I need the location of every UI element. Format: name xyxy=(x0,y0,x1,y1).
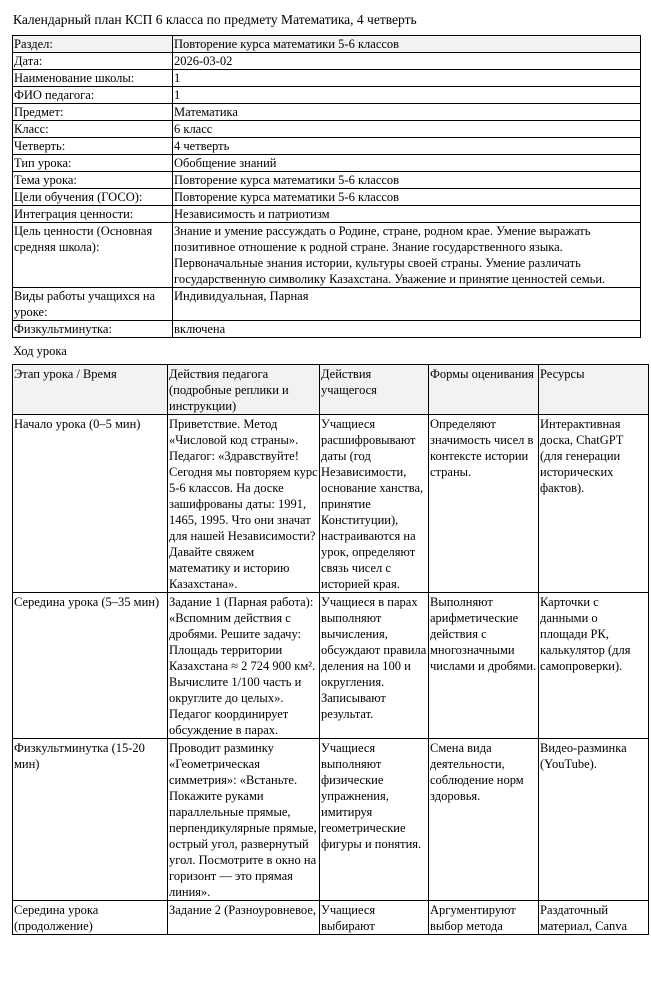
info-key: Цель ценности (Основная средняя школа): xyxy=(13,223,173,288)
info-row xyxy=(13,104,641,121)
info-row xyxy=(13,70,641,87)
lesson-flow-table xyxy=(12,364,649,935)
stage-cell: Середина урока (5–35 мин) xyxy=(13,593,168,739)
info-row xyxy=(13,53,641,70)
info-key: Тип урока: xyxy=(13,155,173,172)
info-value: Независимость и патриотизм xyxy=(173,206,641,223)
header-student-actions: Действия учащегося xyxy=(320,365,429,415)
lesson-row xyxy=(13,901,649,935)
info-row xyxy=(13,138,641,155)
stage-cell: Начало урока (0–5 мин) xyxy=(13,415,168,593)
info-value: Повторение курса математики 5-6 классов xyxy=(173,189,641,206)
info-key: Тема урока: xyxy=(13,172,173,189)
assessment-cell: Смена вида деятельности, соблюдение норм здоровья. xyxy=(429,739,539,901)
resources-cell: Раздаточный материал, Canva xyxy=(539,901,649,935)
student-actions-cell: Учащиеся выбирают xyxy=(320,901,429,935)
student-actions-cell: Учащиеся расшифровывают даты (год Независимости, основание ханства, принятие Конституции), настраиваются на урок, определяют связь чисел с историей края. xyxy=(320,415,429,593)
info-key: Раздел: xyxy=(13,36,173,53)
student-actions-cell: Учащиеся выполняют физические упражнения, имитируя геометрические фигуры и понятия. xyxy=(320,739,429,901)
info-value: включена xyxy=(173,321,641,338)
info-row xyxy=(13,172,641,189)
header-teacher-actions: Действия педагога (подробные реплики и инструкции) xyxy=(168,365,320,415)
resources-cell: Карточки с данными о площади РК, калькулятор (для самопроверки). xyxy=(539,593,649,739)
info-key: Класс: xyxy=(13,121,173,138)
assessment-cell: Определяют значимость чисел в контексте истории страны. xyxy=(429,415,539,593)
stage-cell: Физкультминутка (15-20 мин) xyxy=(13,739,168,901)
info-value: 4 четверть xyxy=(173,138,641,155)
info-row xyxy=(13,321,641,338)
info-key: ФИО педагога: xyxy=(13,87,173,104)
info-row xyxy=(13,87,641,104)
student-actions-cell: Учащиеся в парах выполняют вычисления, обсуждают правила деления на 100 и округления. Записывают результат. xyxy=(320,593,429,739)
teacher-actions-cell: Проводит разминку «Геометрическая симметрия»: «Встаньте. Покажите руками параллельные прямые, перпендикулярные прямые, острый угол, развернутый угол. Посмотрите в окно на горизонт — это прямая линия». xyxy=(168,739,320,901)
info-value: 2026-03-02 xyxy=(173,53,641,70)
teacher-actions-cell: Задание 1 (Парная работа): «Вспомним действия с дробями. Решите задачу: Площадь территории Казахстана ≈ 2 724 900 км². Вычислите 1/100 часть и округлите до целых». Педагог координирует обсуждение в парах. xyxy=(168,593,320,739)
info-row xyxy=(13,121,641,138)
info-row xyxy=(13,223,641,288)
info-key: Цели обучения (ГОСО): xyxy=(13,189,173,206)
resources-cell: Видео-разминка (YouTube). xyxy=(539,739,649,901)
info-value: Знание и умение рассуждать о Родине, стране, родном крае. Умение выражать позитивное отношение к родной стране. Знание государственного языка. Первоначальные знания истории, культуры своей страны. Умение различать государственную символику Казахстана. Уважение и принятие ценностей семьи. xyxy=(173,223,641,288)
info-row xyxy=(13,288,641,321)
info-row xyxy=(13,189,641,206)
stage-cell: Середина урока (продолжение) xyxy=(13,901,168,935)
resources-cell: Интерактивная доска, ChatGPT (для генерации исторических фактов). xyxy=(539,415,649,593)
lesson-row xyxy=(13,593,649,739)
info-value: Повторение курса математики 5-6 классов xyxy=(173,36,641,53)
info-value: Обобщение знаний xyxy=(173,155,641,172)
teacher-actions-cell: Задание 2 (Разноуровневое, xyxy=(168,901,320,935)
header-stage: Этап урока / Время xyxy=(13,365,168,415)
info-row xyxy=(13,206,641,223)
info-value: Индивидуальная, Парная xyxy=(173,288,641,321)
info-key: Интеграция ценности: xyxy=(13,206,173,223)
assessment-cell: Выполняют арифметические действия с многозначными числами и дробями. xyxy=(429,593,539,739)
header-resources: Ресурсы xyxy=(539,365,649,415)
assessment-cell: Аргументируют выбор метода xyxy=(429,901,539,935)
info-key: Дата: xyxy=(13,53,173,70)
info-value: 1 xyxy=(173,70,641,87)
info-row xyxy=(13,36,641,53)
lesson-info-table xyxy=(12,35,641,338)
lesson-table-header-row xyxy=(13,365,649,415)
lesson-flow-label: Ход урока xyxy=(13,344,67,358)
teacher-actions-cell: Приветствие. Метод «Числовой код страны». Педагог: «Здравствуйте! Сегодня мы повторяем курс 5-6 классов. На доске зашифрованы даты: 1991, 1465, 1995. Что они значат для нашей Независимости? Давайте свяжем математику и историю Казахстана». xyxy=(168,415,320,593)
header-assessment: Формы оценивания xyxy=(429,365,539,415)
info-value: Повторение курса математики 5-6 классов xyxy=(173,172,641,189)
info-key: Предмет: xyxy=(13,104,173,121)
info-value: Математика xyxy=(173,104,641,121)
info-key: Виды работы учащихся на уроке: xyxy=(13,288,173,321)
info-key: Четверть: xyxy=(13,138,173,155)
lesson-row xyxy=(13,739,649,901)
info-key: Наименование школы: xyxy=(13,70,173,87)
info-value: 1 xyxy=(173,87,641,104)
info-value: 6 класс xyxy=(173,121,641,138)
info-row xyxy=(13,155,641,172)
lesson-row xyxy=(13,415,649,593)
info-key: Физкультминутка: xyxy=(13,321,173,338)
page-title: Календарный план КСП 6 класса по предмету Математика, 4 четверть xyxy=(13,12,417,27)
